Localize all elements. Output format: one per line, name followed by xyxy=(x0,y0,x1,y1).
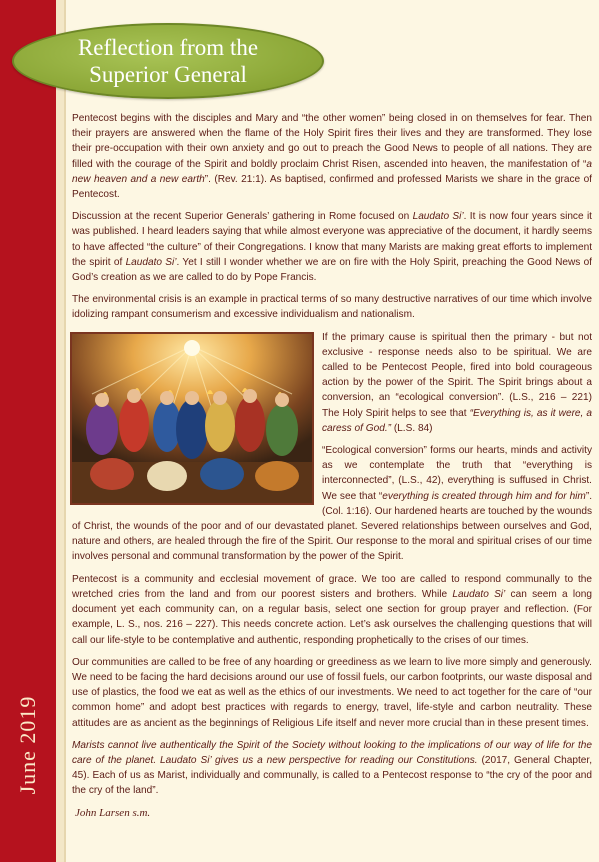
paragraph-text: . Yet I still I wonder whether we are on fire with the Holy Spirit, preaching the Good News of God’s creation as we are called to do by Pope Francis. xyxy=(72,256,592,284)
paragraph-text: Pentecost begins with the disciples and Mary and “the other women” being closed in on themselves for fear. Then their prayers are answered when the flame of the Holy Spirit fires their lives and they are transformed. They lose their pre-occupation with their own anxiety and go out to preach the Good News to people of all nations. They are filled with the courage of the Spirit and boldly proclaim Christ Risen, ascended into heaven, the manifestation of “ xyxy=(72,113,592,170)
paragraph-6 xyxy=(72,572,592,648)
paragraph-3: The environmental crisis is an example in practical terms of so many destructive narratives of our time which involve idolizing rampant consumerism and excessive individualism and nationalism. xyxy=(72,294,592,321)
paragraph-text: Discussion at the recent Superior Generals’ gathering in Rome focused on xyxy=(72,211,413,223)
paragraph-text: If the primary cause is spiritual then the primary - but not exclusive - response needs also to be spiritual. We are called to be Pentecost People, fired into bold courageous action by the power of the Spirit. The Spirit brings about a conversion, an “ecological conversion”. (L.S., 216 – 221) The Holy Spirit helps to see that xyxy=(322,331,592,419)
paragraph-text: . It is now four years since it was published. I heard leaders saying that while almost everyone was appreciative of the document, it hardly seems to have affected “the culture” of their Congregations. I know that many Marists are making great efforts to implement the spirit of xyxy=(72,211,592,268)
paragraph-text: ”. (Rev. 21:1). As baptised, confirmed and professed Marists we share in the grace of Pentecost. xyxy=(72,173,592,201)
paragraph-text: Pentecost is a community and ecclesial movement of grace. We too are called to respond communally to the wretched cries from the land and from our poorest sisters and brothers. While xyxy=(72,573,592,600)
pentecost-painting xyxy=(70,332,314,505)
paragraph-italic: Marists cannot live authentically the Spirit of the Society without looking to the implications of our way of life for the care of the planet. Laudato Si’ gives us a new perspective for reading our Constitutions. xyxy=(72,739,592,766)
paragraph-italic: “Everything is, as it were, a caress of God.” xyxy=(322,407,593,434)
sidebar-edge xyxy=(64,0,66,862)
paragraph-7: Our communities are called to be free of any hoarding or greediness as we learn to live more simply and generously. We need to be facing the hard decisions around our use of fossil fuels, our carbon footprints, our waste disposal and use of plastics, the food we eat as well as the ethics of our investments. We need to act together for the care of “our common home” and adopt best practices with regards to energy, travel, life-style and carbon neutrality. These attitudes are as ancient as the beginnings of Religious Life itself and never more crucial than in these present times. xyxy=(72,656,592,729)
paragraph-italic: a new heaven and a new earth xyxy=(72,158,592,185)
paragraph-2 xyxy=(72,209,592,285)
paragraph-italic: Laudato Si’ xyxy=(125,256,177,268)
paragraph-8 xyxy=(72,738,592,799)
paragraph-italic: Laudato Si’ xyxy=(412,211,464,223)
paragraph-italic: everything is created through him and for him xyxy=(382,490,586,502)
painting-illustration xyxy=(72,334,312,503)
paragraph-text: (L.S. 84) xyxy=(391,422,433,434)
paragraph-1 xyxy=(72,111,592,202)
sidebar-stripe xyxy=(56,0,64,862)
paragraph-text: (2017, General Chapter, 45). Each of us as Marist, individually and communally, is called to a Pentecost response to “the cry of the poor and the cry of the land”. xyxy=(72,754,593,797)
paragraph-text: can seem a long document yet each community can, on a regular basis, select one section for group prayer and reflection. (For example, L. S., nos. 216 – 227). This needs concrete action. Let’s ask ourselves the challenging questions that will call our life-style to be contemplative and authentic, responding prophetically to the crises of our times. xyxy=(72,588,592,646)
issue-date: June 2019 xyxy=(15,695,40,795)
title-banner xyxy=(12,23,324,99)
paragraph-text: “Ecological conversion” forms our hearts, minds and activity as we contemplate the truth that “everything is interconnected”, (L.S., 42), everything is suffused in Christ. We see that “ xyxy=(322,445,592,502)
article-body xyxy=(72,111,592,821)
title-line-2: Superior General xyxy=(89,62,247,87)
page-title xyxy=(53,34,283,88)
title-line-1: Reflection from the xyxy=(77,35,259,60)
paragraph-italic: Laudato Si’ xyxy=(452,588,506,600)
signature: John Larsen s.m. xyxy=(75,806,151,819)
paragraph-text: ”. (Col. 1:16). Our hardened hearts are touched by the wounds of Christ, the wounds of the poor and of our devastated planet. Severed relationships between ourselves and God, nature and others, are healed through the fire of the Spirit. Our response to the moral and spiritual crises of our time involves personal and communal transformation by the power of the Spirit. xyxy=(72,490,592,563)
